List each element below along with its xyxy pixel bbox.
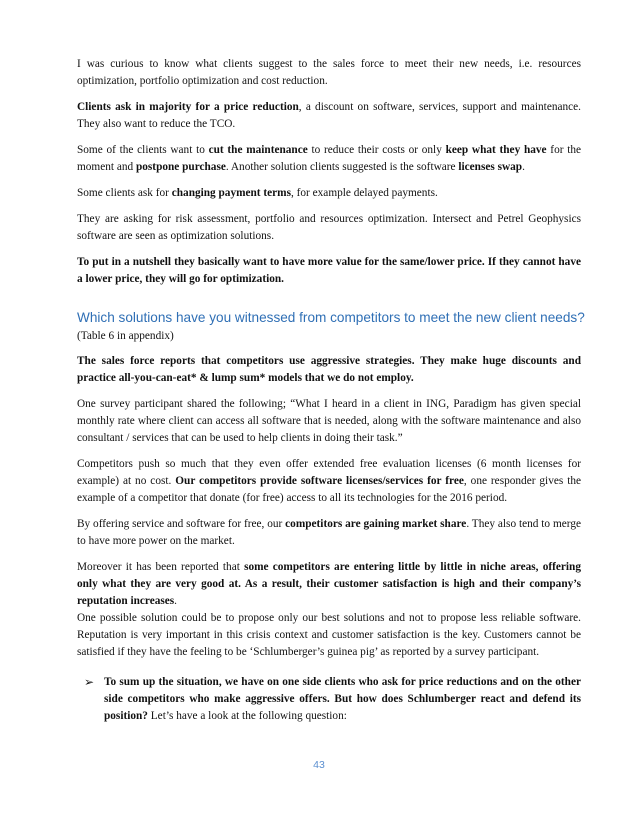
- paragraph-3: Some of the clients want to cut the maintenance to reduce their costs or only keep what they have for the moment and postpone purchase. Another solution clients suggested is the software licenses swap.: [77, 144, 582, 173]
- paragraph-1: I was curious to know what clients suggest to the sales force to meet their new needs, i.e. resources optimization, portfolio optimization and cost reduction.: [77, 58, 581, 87]
- paragraph-11: Moreover it has been reported that some competitors are entering little by little in niche areas, offering only what they are very good at. As a result, their customer satisfaction is high and their company’s reputation increases.: [77, 561, 581, 607]
- paragraph-12: One possible solution could be to propose only our best solutions and not to propose less reliable software. Reputation is very important in this crisis context and customer satisfaction is the key. Customers cannot be satisfied if they have the feeling to be ‘Schlumberger’s guinea pig’ as reported by a survey participant.: [77, 612, 581, 658]
- paragraph-9: Competitors push so much that they even offer extended free evaluation licenses (6 month licenses for example) at no cost. Our competitors provide software licenses/services for free, one responder gives the example of a competitor that donate (for free) access to all its technologies for the 2016 period.: [77, 458, 581, 504]
- right-arrow-bullet-icon: ➢: [84, 675, 95, 689]
- appendix-note: (Table 6 in appendix): [77, 330, 174, 342]
- section-heading: Which solutions have you witnessed from competitors to meet the new client needs?: [77, 310, 585, 325]
- summary-bullet: ➢ To sum up the situation, we have on one side clients who ask for price reductions and on the other side competitors who make aggressive offers. But how does Schlumberger react and defend its position? Let’s have a look at the following question:: [84, 675, 581, 722]
- paragraph-7: The sales force reports that competitors use aggressive strategies. They make huge discounts and practice all-you-can-eat* & lump sum* models that we do not employ.: [77, 355, 581, 384]
- page-number: 43: [313, 759, 325, 771]
- paragraph-10: By offering service and software for free, our competitors are gaining market share. They also tend to merge to have more power on the market.: [77, 518, 581, 547]
- document-page: [77, 56, 585, 734]
- paragraph-8: One survey participant shared the following; “What I heard in a client in ING, Paradigm has given special monthly rate where client can access all software that is needed, along with the software maintenance and also consultant / services that can be used to help clients in doing their task.”: [77, 398, 581, 444]
- paragraph-6: To put in a nutshell they basically want to have more value for the same/lower price. If they cannot have a lower price, they will go for optimization.: [77, 256, 581, 285]
- paragraph-2: Clients ask in majority for a price reduction, a discount on software, services, support and maintenance. They also want to reduce the TCO.: [77, 101, 581, 130]
- paragraph-5: They are asking for risk assessment, portfolio and resources optimization. Intersect and Petrel Geophysics software are seen as optimization solutions.: [77, 213, 581, 242]
- paragraph-4: Some clients ask for changing payment terms, for example delayed payments.: [77, 187, 438, 199]
